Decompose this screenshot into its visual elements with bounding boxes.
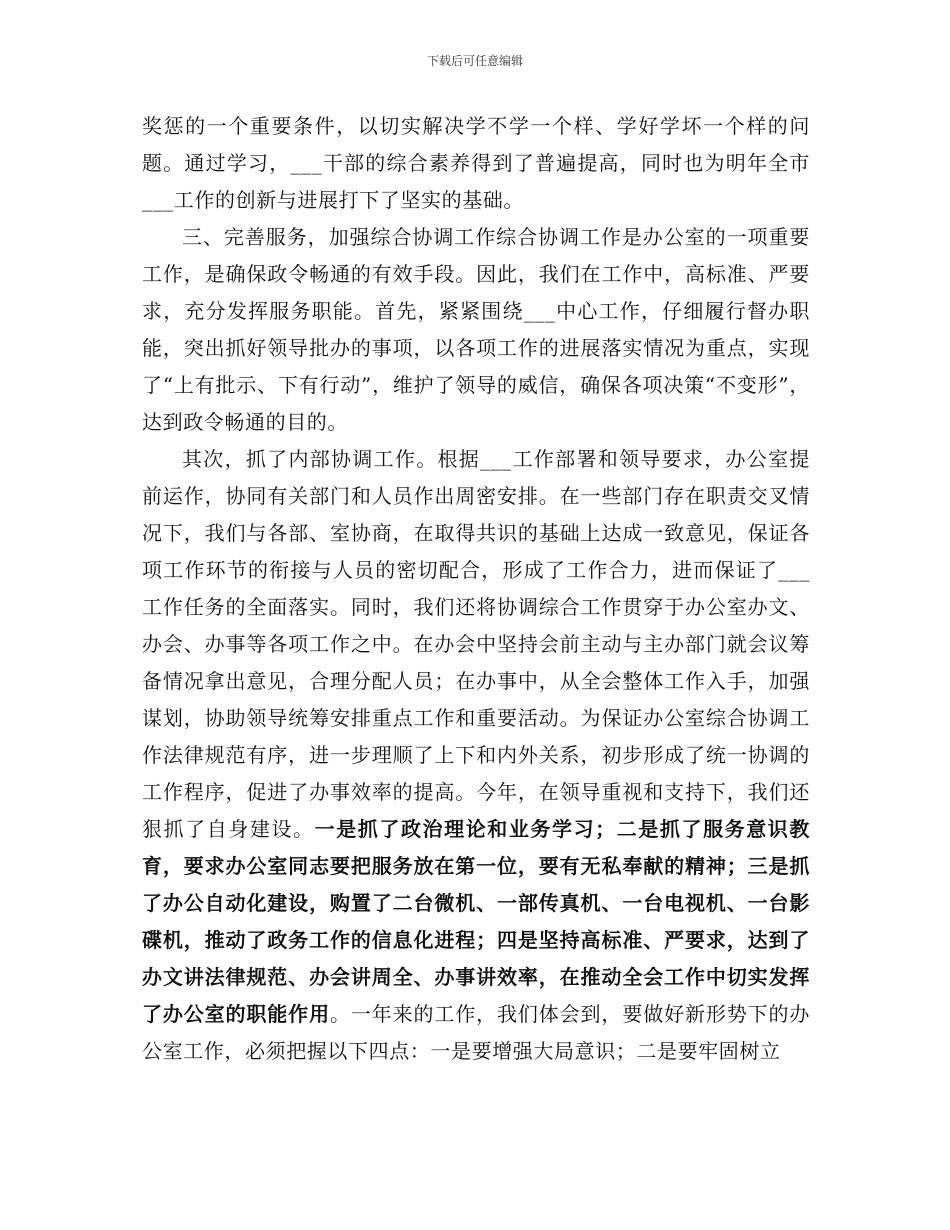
- page-header: 下载后可任意编辑: [426, 54, 523, 68]
- paragraph-3-text-after: 。一年来的工作，我们体会到，要做好新形势下的办公室工作，必须把握以下四点：一是要增强大局意识；二是要牢固树立: [142, 1002, 810, 1063]
- paragraph-3-text-before: 其次，抓了内部协调工作。根据___工作部署和领导要求，办公室提前运作，协同有关部门和人员作出周密安排。在一些部门存在职责交叉情况下，我们与各部、室协商，在取得共识的基础上达成一致意见，保证各项工作环节的衔接与人员的密切配合，形成了工作合力，进而保证了___工作任务的全面落实。同时，我们还将协调综合工作贯穿于办公室办文、办会、办事等各项工作之中。在办会中坚持会前主动与主办部门就会议筹备情况拿出意见，合理分配人员；在办事中，从全会整体工作入手，加强谋划，协助领导统筹安排重点工作和重要活动。为保证办公室综合协调工作法律规范有序，进一步理顺了上下和内外关系，初步形成了统一协调的工作程序，促进了办事效率的提高。今年，在领导重视和支持下，我们还狠抓了自身建设。: [142, 447, 810, 841]
- document-body: [142, 108, 810, 1070]
- paragraph-1: 奖惩的一个重要条件，以切实解决学不学一个样、学好学坏一个样的问题。通过学习，___干部的综合素养得到了普遍提高，同时也为明年全市___工作的创新与进展打下了坚实的基础。: [142, 114, 810, 212]
- paragraph-3: [142, 441, 810, 1070]
- paragraph-3-bold-text: 一是抓了政治理论和业务学习；二是抓了服务意识教育，要求办公室同志要把服务放在第一位，要有无私奉献的精神；三是抓了办公自动化建设，购置了二台微机、一部传真机、一台电视机、一台影碟机，推动了政务工作的信息化进程；四是坚持高标准、严要求，达到了办文讲法律规范、办会讲周全、办事讲效率，在推动全会工作中切实发挥了办公室的职能作用: [142, 817, 810, 1026]
- paragraph-2: 三、完善服务，加强综合协调工作综合协调工作是办公室的一项重要工作，是确保政令畅通的有效手段。因此，我们在工作中，高标准、严要求，充分发挥服务职能。首先，紧紧围绕___中心工作，仔细履行督办职能，突出抓好领导批办的事项，以各项工作的进展落实情况为重点，实现了“上有批示、下有行动”，维护了领导的威信，确保各项决策“不变形”，达到政令畅通的目的。: [142, 225, 810, 434]
